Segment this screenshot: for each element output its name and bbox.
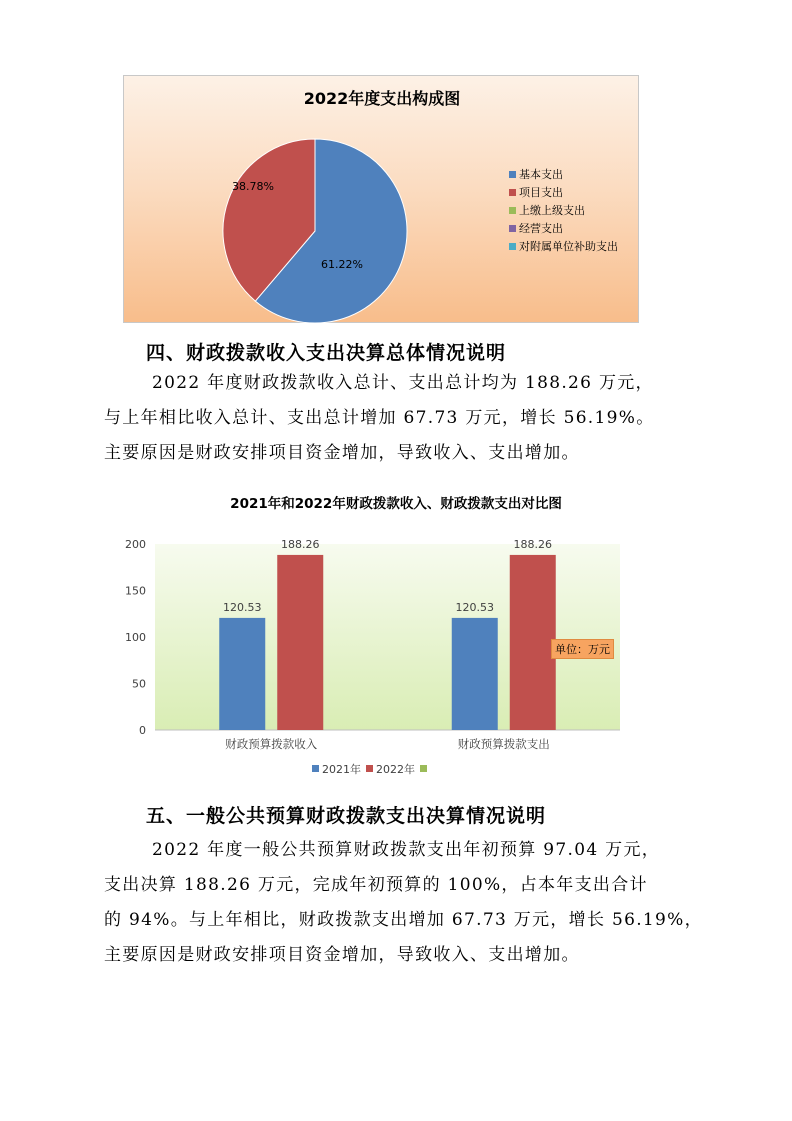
legend-swatch <box>509 171 516 178</box>
pie-chart-panel <box>123 75 639 323</box>
section5-line-3: 的 94%。与上年相比，财政拨款支出增加 67.73 万元，增长 56.19%， <box>104 910 703 930</box>
bar-chart-legend <box>312 762 427 776</box>
legend-swatch <box>509 243 516 250</box>
section5-line-1: 2022 年度一般公共预算财政拨款支出年初预算 97.04 万元， <box>152 840 661 860</box>
bar-2021-income <box>219 618 265 730</box>
bar-value-label: 120.53 <box>223 600 262 614</box>
section5-line-4: 主要原因是财政安排项目资金增加，导致收入、支出增加。 <box>104 945 580 965</box>
y-tick-label: 100 <box>125 631 146 644</box>
x-category-label: 财政预算拨款支出 <box>457 737 550 751</box>
y-tick-label: 150 <box>125 584 146 598</box>
bar-value-label: 120.53 <box>455 600 494 614</box>
y-tick-label: 0 <box>139 724 146 737</box>
bar-2022-income <box>277 555 323 730</box>
pie-label-basic: 61.22% <box>321 258 363 271</box>
bar-2021-expense <box>452 618 498 730</box>
section5-line-2: 支出决算 188.26 万元，完成年初预算的 100%，占本年支出合计 <box>104 875 648 895</box>
legend-swatch <box>509 225 516 232</box>
x-axis-categories <box>225 737 550 751</box>
legend-swatch <box>366 765 373 772</box>
bar-value-label: 188.26 <box>281 537 320 551</box>
legend-swatch <box>509 189 516 196</box>
y-tick-label: 200 <box>125 538 146 551</box>
pie-legend-item-project: 项目支出 <box>509 185 563 201</box>
y-axis-ticks <box>125 538 146 737</box>
bar-chart-title: 2021年和2022年财政拨款收入、财政拨款支出对比图 <box>230 496 562 512</box>
bar-value-label: 188.26 <box>513 537 552 551</box>
pie-legend-item-basic: 基本支出 <box>509 167 563 183</box>
pie-label-project: 38.78% <box>232 180 274 193</box>
section5-heading: 五、一般公共预算财政拨款支出决算情况说明 <box>146 805 547 827</box>
section4-line-3: 主要原因是财政安排项目资金增加，导致收入、支出增加。 <box>104 443 580 463</box>
bar-2022-expense <box>510 555 556 730</box>
legend-swatch <box>420 765 427 772</box>
x-category-label: 财政预算拨款收入 <box>225 737 318 751</box>
legend-swatch <box>509 207 516 214</box>
legend-label: 2021年 <box>322 763 361 776</box>
y-tick-label: 50 <box>132 677 146 691</box>
legend-swatch <box>312 765 319 772</box>
pie-legend-item-operating: 经营支出 <box>509 221 563 237</box>
pie-legend-item-subsidy: 对附属单位补助支出 <box>509 239 618 255</box>
section4-line-1: 2022 年度财政拨款收入总计、支出总计均为 188.26 万元， <box>152 373 654 393</box>
section4-line-2: 与上年相比收入总计、支出总计增加 67.73 万元，增长 56.19%。 <box>104 408 655 428</box>
unit-label: 单位：万元 <box>551 639 614 659</box>
section4-heading: 四、财政拨款收入支出决算总体情况说明 <box>146 342 507 364</box>
pie-legend-item-remit: 上缴上级支出 <box>509 203 585 219</box>
pie-chart-title: 2022年度支出构成图 <box>303 89 461 108</box>
legend-label: 2022年 <box>376 763 415 776</box>
